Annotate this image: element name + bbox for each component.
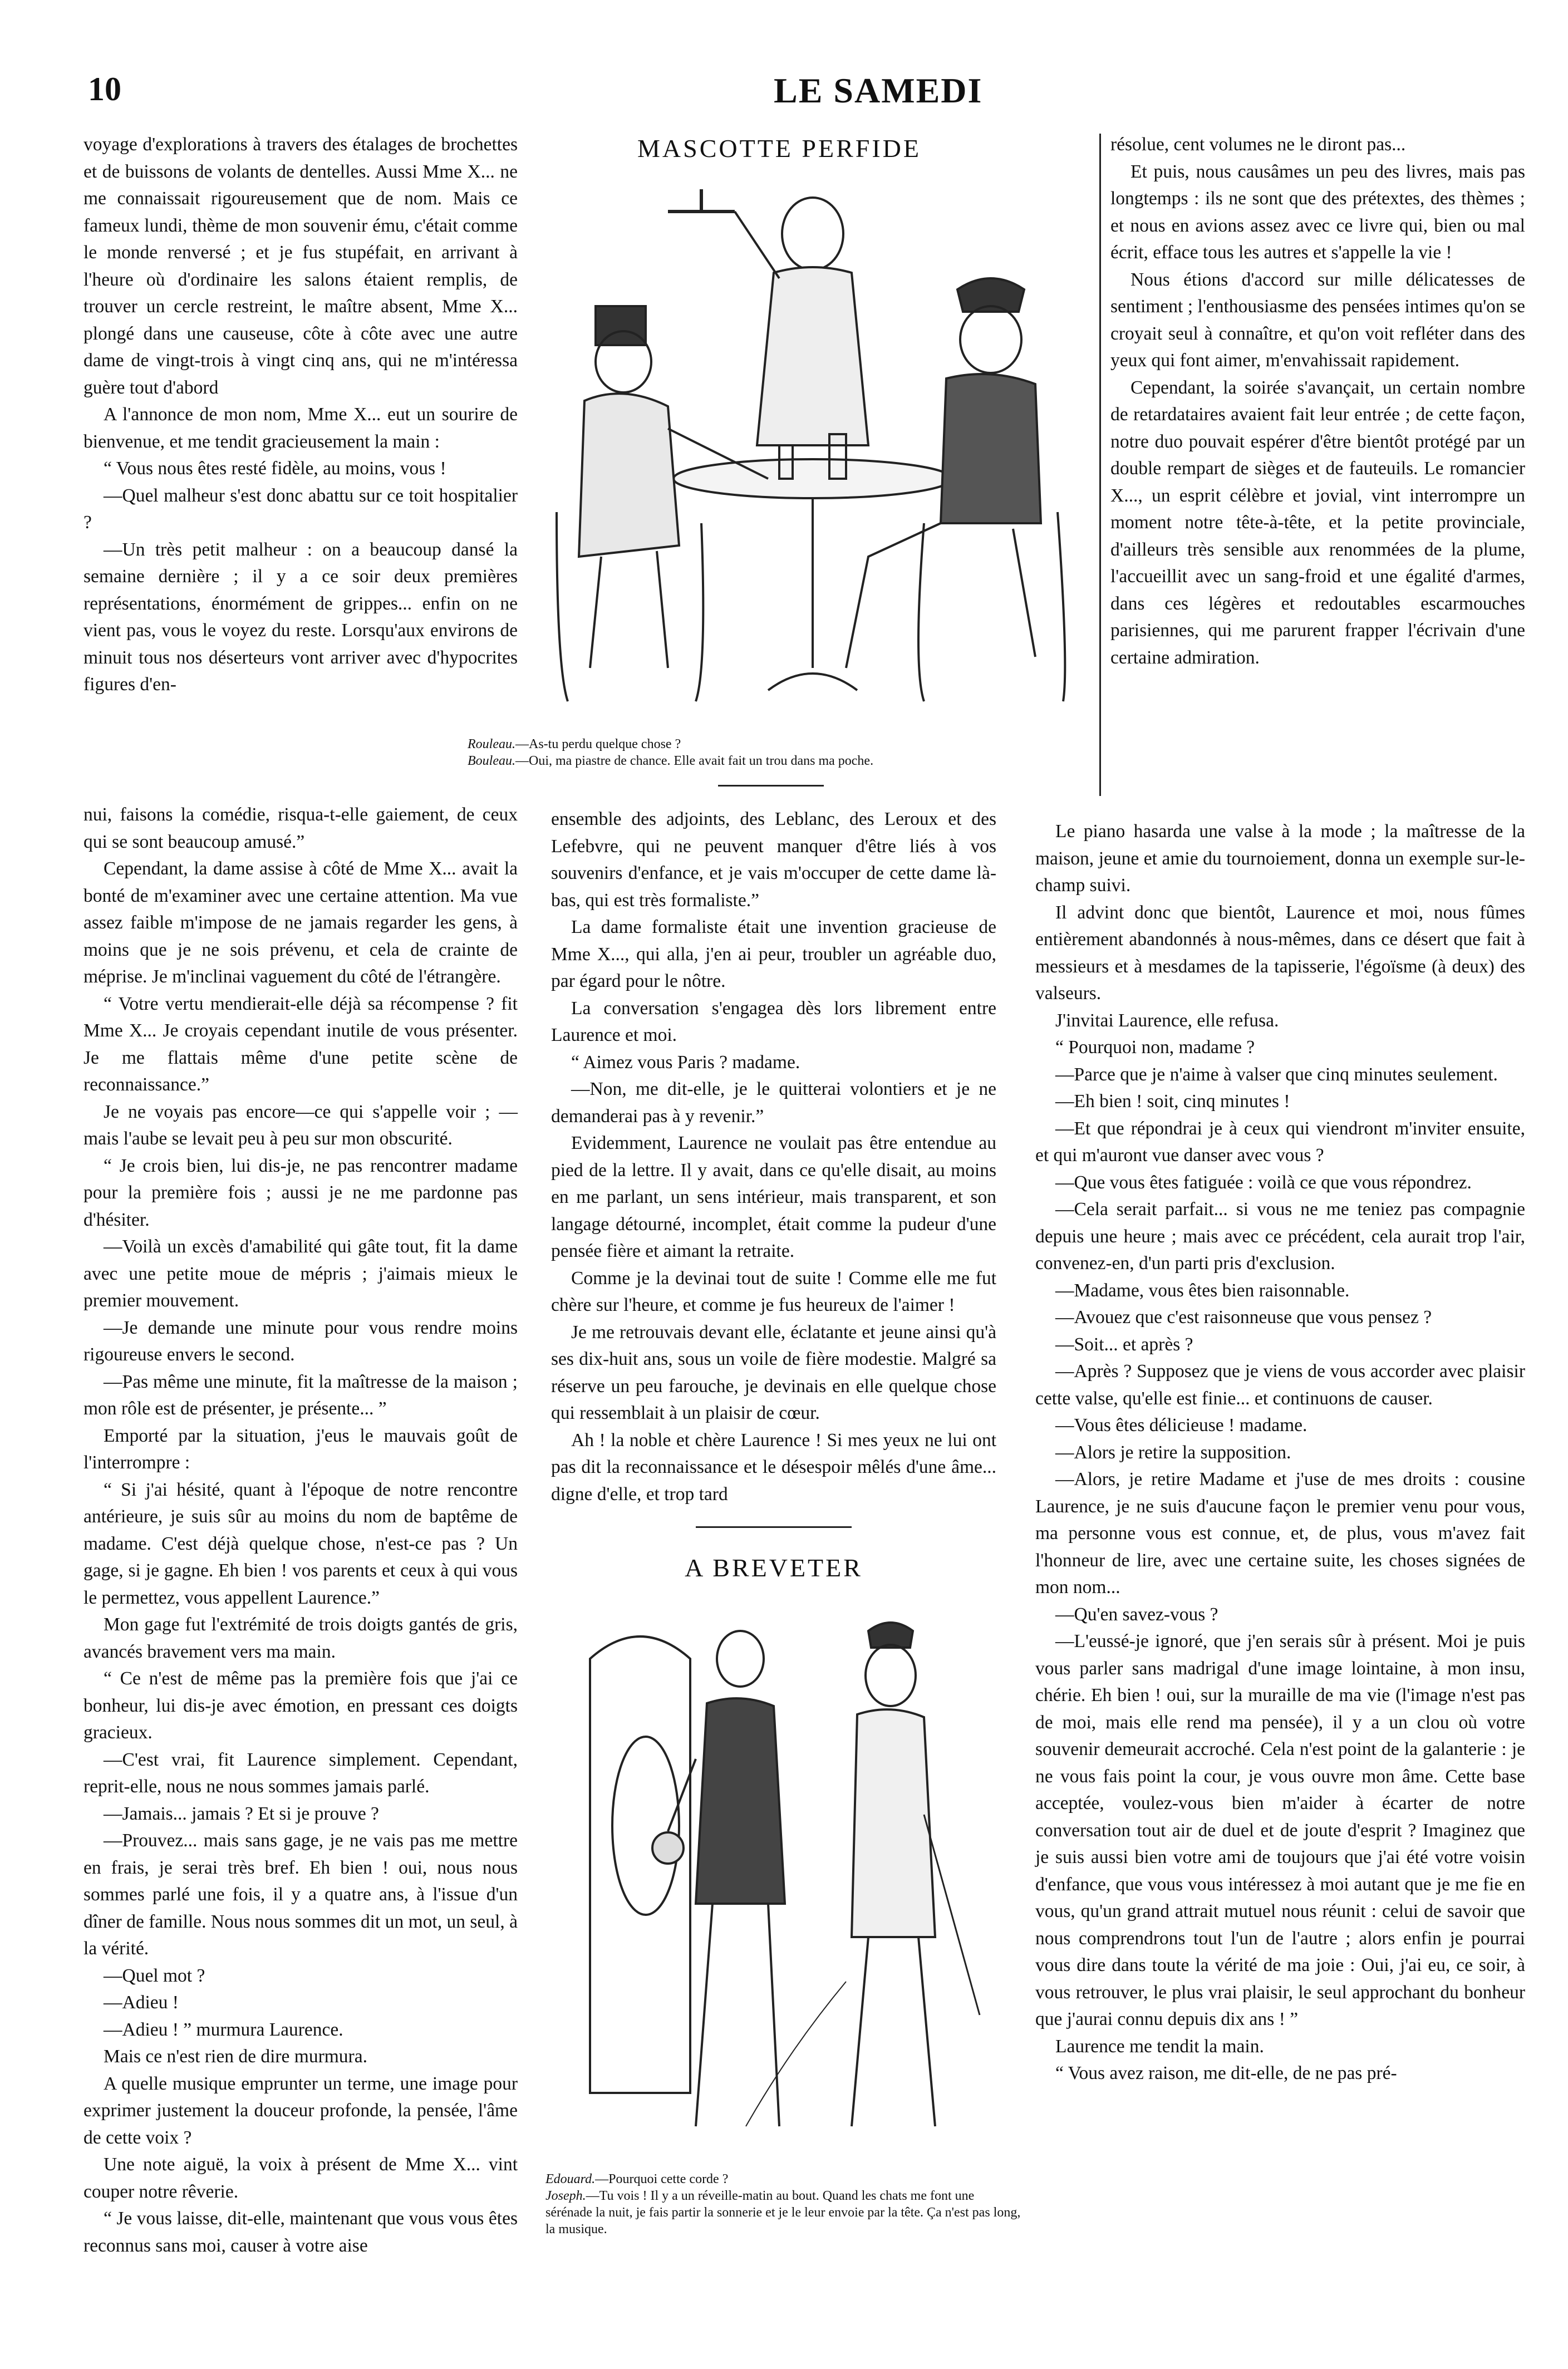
page-number: 10 <box>88 71 121 107</box>
illustration-1-caption <box>468 736 1124 769</box>
paragraph: —Soit... et après ? <box>1055 1334 1193 1355</box>
paragraph: résolue, cent volumes ne le diront pas... <box>1110 134 1406 155</box>
paragraph: —C'est vrai, fit Laurence simplement. Cependant, reprit-elle, nous ne nous sommes jamais parlé. <box>83 1749 518 1797</box>
paragraph: Cependant, la soirée s'avançait, un certain nombre de retardataires avaient fait leur entrée ; de cette façon, notre duo pouvait espérer d'être bientôt protégé par un double rempart de sièges et de fauteuils. Le romancier X..., un esprit célèbre et jovial, vint interrompre un moment notre tête-à-tête, et la petite provinciale, d'ailleurs très sensible aux renommées de la plume, l'accueillit avec un sang-froid et une égalité d'armes, dans ces légères et redoutables escarmouches parisiennes, qui me parurent frapper l'écrivain d'une certaine admiration. <box>1110 377 1525 668</box>
paragraph: Ah ! la noble et chère Laurence ! Si mes yeux ne lui ont pas dit la reconnaissance et le désespoir mêlés d'une âme... digne d'elle, et trop tard <box>551 1429 996 1505</box>
paragraph: —Adieu ! ” murmura Laurence. <box>104 2019 343 2040</box>
paragraph: “ Vous avez raison, me dit-elle, de ne pas pré- <box>1055 2063 1397 2083</box>
paragraph: voyage d'explorations à travers des étalages de brochettes et de buissons de volants de dentelles. Aussi Mme X... ne me connaissait rigoureusement que de nom. Mais ce fameux lundi, thème de mon souvenir ému, c'était comme le monde renversé ; et je fus stupéfait, en arrivant à l'heure où d'ordinaire les salons étaient remplis, de trouver un cercle restreint, le maître absent, Mme X... plongé dans une causeuse, côte à côte avec une autre dame de vingt-trois à vingt cinq ans, qui ne m'intéressa guère tout d'abord <box>83 134 518 398</box>
paragraph: Le piano hasarda une valse à la mode ; la maîtresse de la maison, jeune et amie du tournoiement, donna un exemple sur-le-champ suivi. <box>1035 821 1525 896</box>
caption-text: —Tu vois ! Il y a un réveille-matin au bout. Quand les chats me font une sérénade la nuit, je fais partir la sonnerie et je le leur envoie par la tête. Ça n'est pas long, la musique. <box>545 2189 1021 2237</box>
paragraph: Emporté par la situation, j'eus le mauvais goût de l'interrompre : <box>83 1425 518 1473</box>
paragraph: —Un très petit malheur : on a beaucoup dansé la semaine dernière ; il y a ce soir deux premières représentations, énormément de grippes... enfin on ne vient pas, vous le voyez du reste. Lorsqu'aux environs de minuit tous nos déserteurs vont arriver avec d'hypocrites figures d'en- <box>83 539 518 695</box>
paragraph: Mais ce n'est rien de dire murmura. <box>104 2046 367 2067</box>
paragraph: Une note aiguë, la voix à présent de Mme X... vint couper notre rêverie. <box>83 2154 518 2202</box>
paragraph: A quelle musique emprunter un terme, une image pour exprimer justement la douceur profonde, la pensée, l'âme de cette voix ? <box>83 2073 518 2148</box>
column-rule <box>1099 134 1101 796</box>
paragraph: Il advint donc que bientôt, Laurence et moi, nous fûmes entièrement abandonnés à nous-mêmes, dans ce désert que fait à messieurs et à mesdames de la tapisserie, l'égoïsme (à deux) des valseurs. <box>1035 902 1525 1004</box>
paragraph: nui, faisons la comédie, risqua-t-elle gaiement, de ceux qui se sont beaucoup amusé.” <box>83 804 518 852</box>
divider <box>718 785 824 787</box>
illustration-title-breveter: A BREVETER <box>685 1554 863 1582</box>
paragraph: —Vous êtes délicieuse ! madame. <box>1055 1415 1308 1436</box>
caption-text: —Oui, ma piastre de chance. Elle avait fait un trou dans ma poche. <box>515 754 874 768</box>
paragraph: —Après ? Supposez que je viens de vous accorder avec plaisir cette valse, qu'elle est finie... et continuons de causer. <box>1035 1361 1525 1409</box>
paragraph: —Madame, vous êtes bien raisonnable. <box>1055 1280 1350 1301</box>
paragraph: Nous étions d'accord sur mille délicatesses de sentiment ; l'enthousiasme des pensées intimes qu'on se croyait seul à connaître, et qu'on voit refléter dans des yeux qui font aimer, m'envahissait rapidement. <box>1110 269 1525 371</box>
paragraph: Je ne voyais pas encore—ce qui s'appelle voir ; — mais l'aube se levait peu à peu sur mon obscurité. <box>83 1101 518 1149</box>
journal-title: LE SAMEDI <box>774 71 983 110</box>
paragraph: Evidemment, Laurence ne voulait pas être entendue au pied de la lettre. Il y avait, dans ce qu'elle disait, au moins en me parlant, un sens intérieur, mais transparent, et son langage détourné, incomplet, était comme la pudeur d'une pensée fière et aimant la retraite. <box>551 1133 996 1261</box>
paragraph: —Quel malheur s'est donc abattu sur ce toit hospitalier ? <box>83 485 518 533</box>
paragraph: —Alors, je retire Madame et j'use de mes droits : cousine Laurence, je ne suis d'aucune façon le premier venu pour vous, ma personne vous est connue, et, de plus, vous m'avez fait l'honneur de lire, avec une certaine suite, les choses signées de mon nom... <box>1035 1469 1525 1598</box>
paragraph: “ Votre vertu mendierait-elle déjà sa récompense ? fit Mme X... Je croyais cependant inutile de vous présenter. Je me flattais même d'une petite scène de reconnaissance.” <box>83 993 518 1095</box>
caption-text: —Pourquoi cette corde ? <box>595 2172 729 2186</box>
paragraph: —Eh bien ! soit, cinq minutes ! <box>1055 1091 1290 1112</box>
paragraph: —Parce que je n'aime à valser que cinq minutes seulement. <box>1055 1064 1498 1085</box>
paragraph: —Voilà un excès d'amabilité qui gâte tout, fit la dame avec une petite moue de mépris ; j'aimais mieux le premier mouvement. <box>83 1236 518 1311</box>
paragraph: La conversation s'engagea dès lors librement entre Laurence et moi. <box>551 997 996 1045</box>
paragraph: A l'annonce de mon nom, Mme X... eut un sourire de bienvenue, et me tendit gracieusement la main : <box>83 404 518 452</box>
paragraph: —Prouvez... mais sans gage, je ne vais pas me mettre en frais, je serai très bref. Eh bien ! oui, nous nous sommes parlé une fois, il y a quatre ans, à l'issue d'un dîner de famille. Nous nous sommes dit un mot, un seul, à la vérité. <box>83 1830 518 1959</box>
column-3-lower <box>1035 818 1525 2087</box>
column-1-lower <box>83 802 518 2259</box>
paragraph: —Et que répondrai je à ceux qui viendront m'inviter ensuite, et qui m'auront vue danser avec vous ? <box>1035 1118 1525 1166</box>
caption-speaker: Rouleau. <box>468 737 515 751</box>
page-header <box>83 66 1497 116</box>
paragraph: “ Ce n'est de même pas la première fois que j'ai ce bonheur, lui dis-je avec émotion, en pressant ces doigts gracieux. <box>83 1668 518 1743</box>
column-2 <box>551 806 996 1508</box>
caption-speaker: Bouleau. <box>468 754 515 768</box>
paragraph: ensemble des adjoints, des Leblanc, des Leroux et des Lefebvre, qui ne peuvent manquer d'être liés à vos souvenirs d'enfance, et je vais m'occuper de cette dame là-bas, qui est très formaliste.” <box>551 809 996 911</box>
divider <box>696 1526 852 1528</box>
paragraph: —Cela serait parfait... si vous ne me teniez pas compagnie depuis une heure ; mais avec ce précédent, cela aurait trop l'air, convenez-en, d'un parti pris d'exclusion. <box>1035 1199 1525 1274</box>
cafe-scene-illustration <box>534 167 1091 724</box>
caption-speaker: Edouard. <box>545 2172 596 2186</box>
paragraph: “ Vous nous êtes resté fidèle, au moins, vous ! <box>104 458 446 479</box>
paragraph: —Alors je retire la supposition. <box>1055 1442 1291 1463</box>
paragraph: —Pas même une minute, fit la maîtresse de la maison ; mon rôle est de présenter, je présente... ” <box>83 1371 518 1419</box>
paragraph: —Jamais... jamais ? Et si je prouve ? <box>104 1803 379 1824</box>
illustration-2-caption <box>545 2171 1024 2238</box>
paragraph: —Je demande une minute pour vous rendre moins rigoureuse envers le second. <box>83 1317 518 1365</box>
paragraph: —Que vous êtes fatiguée : voilà ce que vous répondrez. <box>1055 1172 1472 1193</box>
caption-speaker: Joseph. <box>545 2189 586 2203</box>
paragraph: Je me retrouvais devant elle, éclatante et jeune ainsi qu'à ses dix-huit ans, sous un voile de fière modestie. Malgré sa réserve un peu farouche, je devinais en elle quelque chose qui ressemblait à un plaisir de cœur. <box>551 1321 996 1423</box>
paragraph: J'invitai Laurence, elle refusa. <box>1055 1010 1279 1031</box>
column-3-upper <box>1110 131 1525 671</box>
doorway-scene-illustration <box>557 1592 1002 2149</box>
paragraph: Cependant, la dame assise à côté de Mme X... avait la bonté de m'examiner avec une certaine attention. Ma vue assez faible m'impose de ne jamais regarder les gens, à moins que je ne sois prévenu, et cela de crainte de méprise. Je m'inclinai vaguement du côté de l'étrangère. <box>83 858 518 987</box>
paragraph: “ Je vous laisse, dit-elle, maintenant que vous vous êtes reconnus sans moi, causer à votre aise <box>83 2208 518 2256</box>
paragraph: —Avouez que c'est raisonneuse que vous pensez ? <box>1055 1307 1432 1328</box>
caption-text: —As-tu perdu quelque chose ? <box>515 737 681 751</box>
paragraph: “ Aimez vous Paris ? madame. <box>571 1051 800 1073</box>
illustration-title-mascotte: MASCOTTE PERFIDE <box>637 134 921 163</box>
paragraph: —Adieu ! <box>104 1992 179 2013</box>
paragraph: —Qu'en savez-vous ? <box>1055 1604 1218 1625</box>
paragraph: Mon gage fut l'extrémité de trois doigts gantés de gris, avancés bravement vers ma main. <box>83 1614 518 1662</box>
paragraph: “ Je crois bien, lui dis-je, ne pas rencontrer madame pour la première fois ; aussi je ne me pardonne pas d'hésiter. <box>83 1155 518 1230</box>
paragraph: Et puis, nous causâmes un peu des livres, mais pas longtemps : ils ne sont que des prétextes, des thèmes ; et nous en avions assez avec ce livre qui, bien ou mal écrit, efface tous les autres et s'appelle la vie ! <box>1110 161 1525 263</box>
column-1-upper <box>83 131 518 699</box>
paragraph: “ Pourquoi non, madame ? <box>1055 1037 1255 1058</box>
paragraph: Laurence me tendit la main. <box>1055 2036 1264 2057</box>
paragraph: —Quel mot ? <box>104 1965 205 1986</box>
paragraph: —Non, me dit-elle, je le quitterai volontiers et je ne demanderai pas à y revenir.” <box>551 1079 996 1127</box>
paragraph: “ Si j'ai hésité, quant à l'époque de notre rencontre antérieure, je suis sûr au moins du nom de baptême de madame. C'est déjà quelque chose, n'est-ce pas ? Un gage, si je gagne. Eh bien ! vos parents et ceux à qui vous le permettez, vous appellent Laurence.” <box>83 1479 518 1608</box>
paragraph: La dame formaliste était une invention gracieuse de Mme X..., qui alla, j'en ai peur, troubler un agréable duo, par égard pour le nôtre. <box>551 917 996 991</box>
paragraph: —L'eussé-je ignoré, que j'en serais sûr à présent. Moi je puis vous parler sans madrigal d'une image lointaine, à mon insu, chérie. Eh bien ! oui, sur la muraille de ma vie (l'image n'est pas de moi, mais elle rend ma pensée), il y a un clou où votre souvenir demeurait accroché. Cela n'est point de la galanterie : je ne vous fais point la cour, je vous ouvre mon âme. Cette base acceptée, voulez-vous bien m'aider à écarter de notre conversation tout air de duel et de joute d'esprit ? Imaginez que je suis aussi bien votre ami de toujours que j'ai été votre voisin d'enfance, que vous vous intéressez à moi autant que je me fie en vous, qu'un grand attrait mutuel nous réunit : celui de savoir que nous comprendrons tout l'un de l'autre ; alors enfin je pourrai vous dire dans toute la vérité de ma joie : Oui, j'ai eu, ce soir, à vous retrouver, le plus vrai plaisir, le seul approchant du bonheur que j'aurai connu depuis dix ans ! ” <box>1035 1631 1525 2029</box>
paragraph: Comme je la devinai tout de suite ! Comme elle me fut chère sur l'heure, et comme je fus heureux de l'aimer ! <box>551 1267 996 1315</box>
